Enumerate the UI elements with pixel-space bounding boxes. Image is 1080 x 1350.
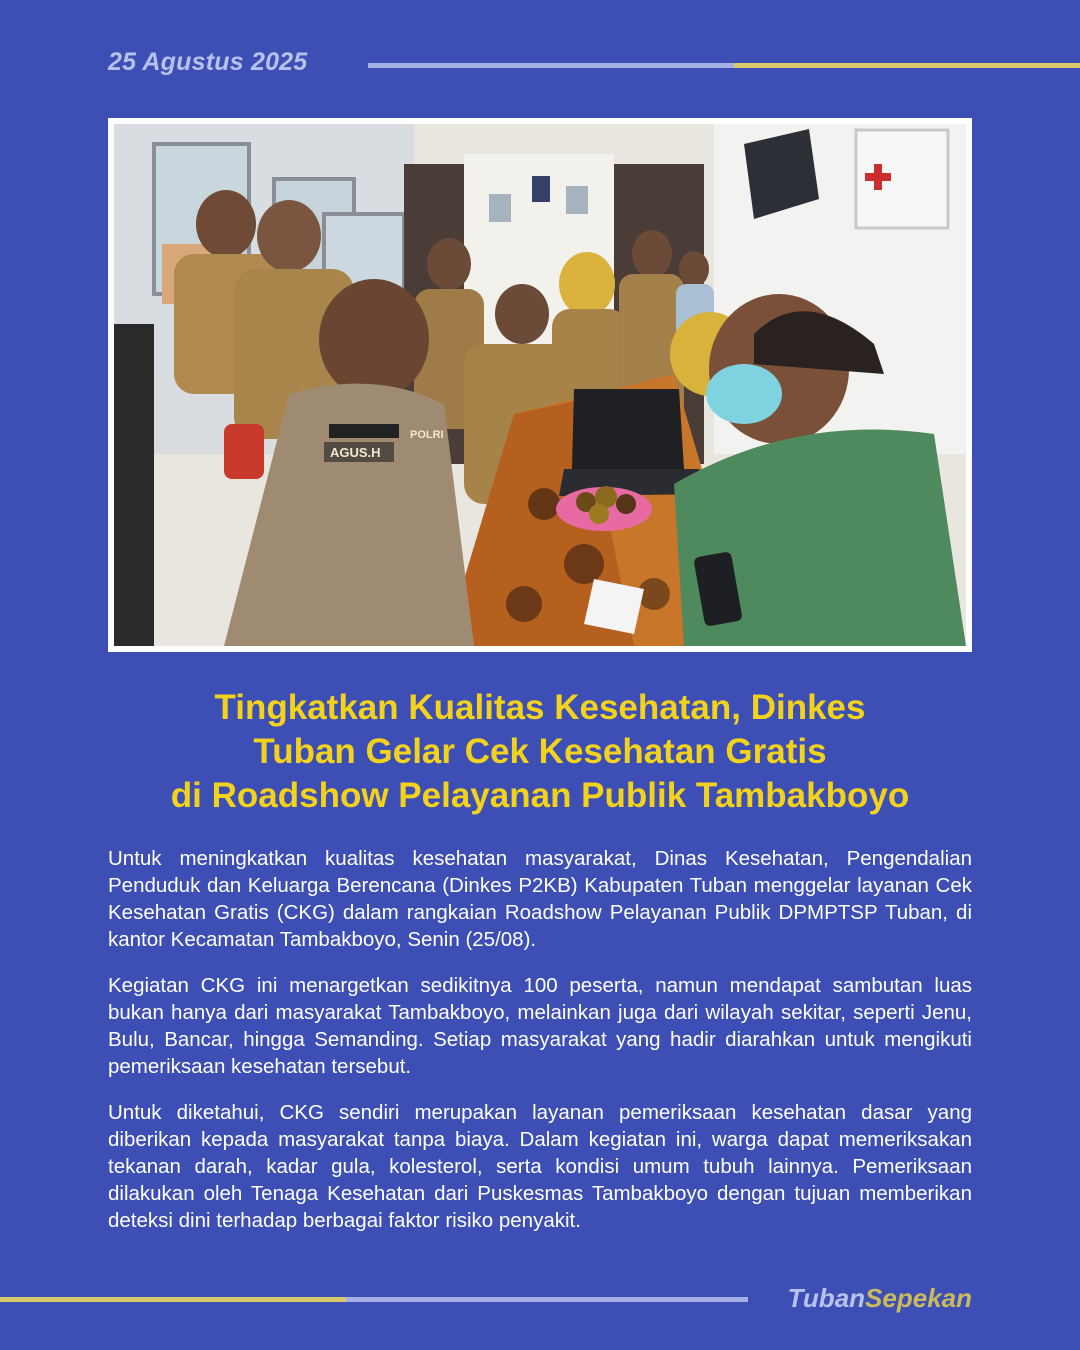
- event-photo-illustration: [114, 124, 966, 646]
- header-divider-right: [734, 63, 1080, 68]
- event-photo-frame: [108, 118, 972, 652]
- headline: [60, 686, 1020, 818]
- article-paragraph-2: Kegiatan CKG ini menargetkan sedikitnya 100 peserta, namun mendapat sambutan luas bukan hanya dari masyarakat Tambakboyo, melainkan juga dari wilayah sekitar, seperti Jenu, Bulu, Bancar, hingga Semanding. Setiap masyarakat yang hadir diarahkan untuk mengikuti pemeriksaan kesehatan tersebut.: [108, 974, 972, 1078]
- article-paragraph-1: Untuk meningkatkan kualitas kesehatan masyarakat, Dinas Kesehatan, Pengendalian Penduduk dan Keluarga Berencana (Dinkes P2KB) Kabupaten Tuban menggelar layanan Cek Kesehatan Gratis (CKG) dalam rangkaian Roadshow Pelayanan Publik DPMPTSP Tuban, di kantor Kecamatan Tambakboyo, Senin (25/08).: [108, 847, 972, 951]
- article-body: [108, 845, 972, 1253]
- headline-line-2: Tuban Gelar Cek Kesehatan Gratis: [253, 732, 827, 771]
- article-paragraph-3: Untuk diketahui, CKG sendiri merupakan layanan pemeriksaan kesehatan dasar yang diberikan kepada masyarakat tanpa biaya. Dalam kegiatan ini, warga dapat memeriksakan tekanan darah, kadar gula, kolesterol, serta kondisi umum tubuh lainnya. Pemeriksaan dilakukan oleh Tenaga Kesehatan dari Puskesmas Tambakboyo dengan tujuan memberikan deteksi dini terhadap berbagai faktor risiko penyakit.: [108, 1101, 972, 1232]
- police-patch-text: POLRI: [410, 429, 444, 441]
- footer-divider-left: [0, 1297, 346, 1302]
- post-date: 25 Agustus 2025: [108, 48, 308, 76]
- event-photo: [114, 124, 966, 646]
- brand-part-2: Sepekan: [865, 1283, 972, 1313]
- header-divider-left: [368, 63, 734, 68]
- brand-part-1: Tuban: [787, 1283, 866, 1313]
- footer-divider-right: [346, 1297, 748, 1302]
- headline-line-1: Tingkatkan Kualitas Kesehatan, Dinkes: [214, 688, 866, 727]
- headline-line-3: di Roadshow Pelayanan Publik Tambakboyo: [170, 776, 910, 815]
- brand-logo: [788, 1283, 972, 1314]
- name-tag-text: AGUS.H: [330, 445, 381, 460]
